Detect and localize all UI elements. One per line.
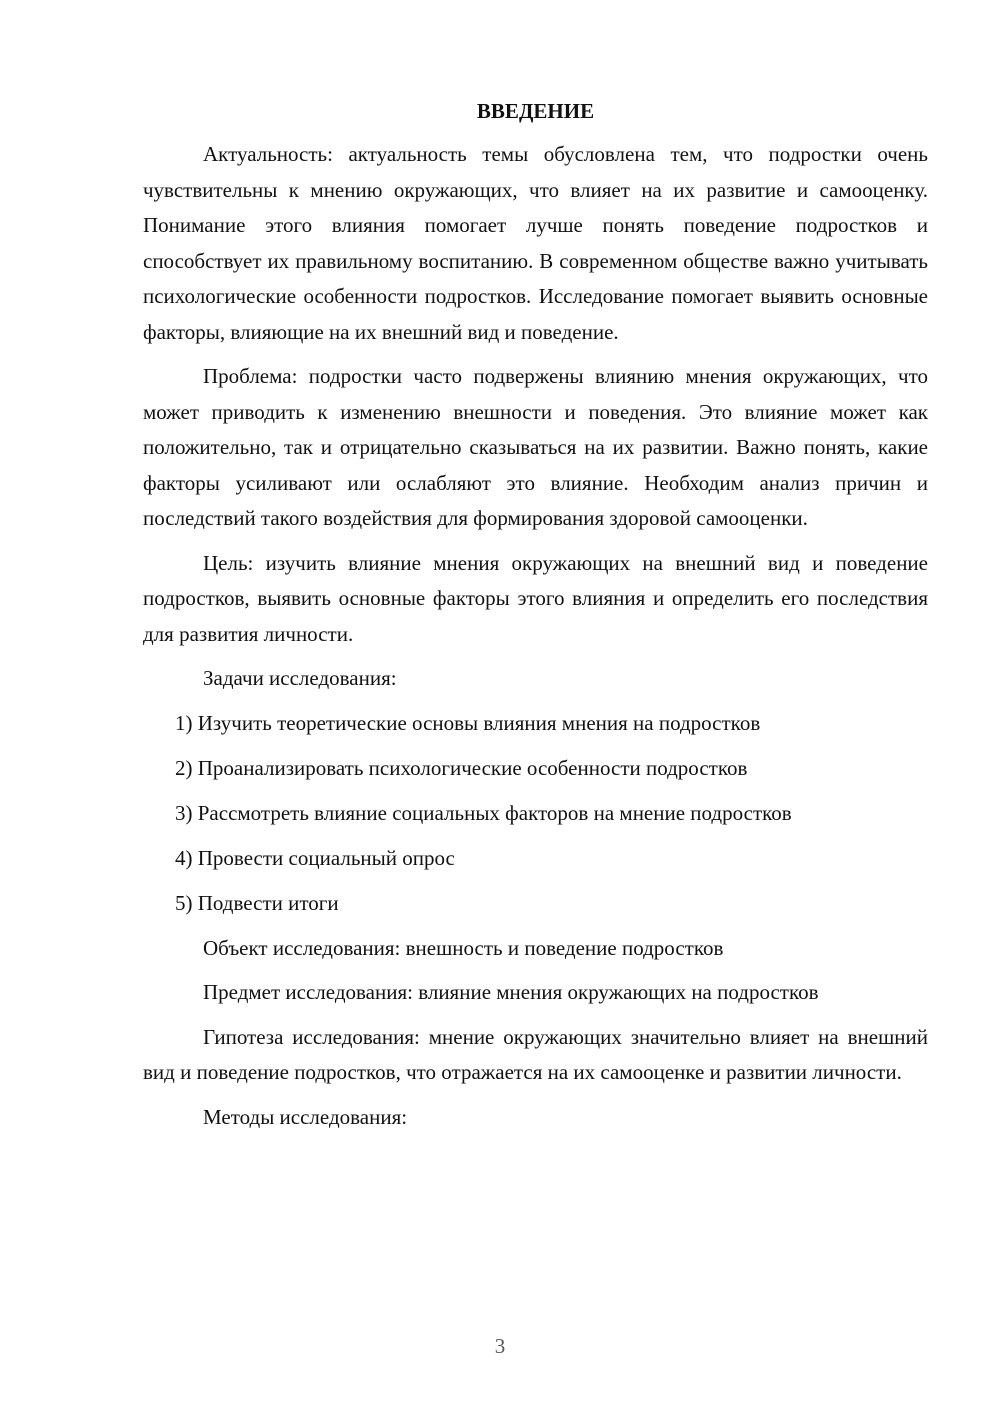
page-title: ВВЕДЕНИЕ: [476, 99, 595, 123]
list-item: 1) Изучить теоретические основы влияния мнения на подростков: [175, 710, 761, 735]
list-item: 3) Рассмотреть влияние социальных факторов на мнение подростков: [175, 800, 792, 825]
hypothesis-paragraph: Гипотеза исследования: мнение окружающих значительно влияет на внешний вид и поведение подростков, что отражается на их самооценке и развитии личности.: [143, 1024, 928, 1084]
list-item: 4) Провести социальный опрос: [175, 845, 455, 870]
subject-paragraph: Предмет исследования: влияние мнения окружающих на подростков: [203, 980, 819, 1004]
object-paragraph: Объект исследования: внешность и поведение подростков: [203, 935, 724, 960]
page-number: 3: [494, 1334, 506, 1358]
tasks-heading: Задачи исследования:: [203, 666, 397, 690]
relevance-paragraph: Актуальность: актуальность темы обусловлена тем, что подростки очень чувствительны к мнению окружающих, что влияет на их развитие и самооценку. Понимание этого влияния помогает лучше понять поведение подростков и способствует их правильному воспитанию. В современном обществе важно учитывать психологические особенности подростков. Исследование помогает выявить основные факторы, влияющие на их внешний вид и поведение.: [143, 142, 928, 344]
list-item: 5) Подвести итоги: [175, 890, 339, 915]
list-item: 2) Проанализировать психологические особенности подростков: [175, 755, 748, 780]
problem-paragraph: Проблема: подростки часто подвержены влиянию мнения окружающих, что может приводить к изменению внешности и поведения. Это влияние может как положительно, так и отрицательно сказываться на их развитии. Важно понять, какие факторы усиливают или ослабляют это влияние. Необходим анализ причин и последствий такого воздействия для формирования здоровой самооценки.: [143, 364, 928, 530]
goal-paragraph: Цель: изучить влияние мнения окружающих на внешний вид и поведение подростков, выявить основные факторы этого влияния и определить его последствия для развития личности.: [143, 550, 928, 646]
page-content: [143, 94, 928, 1144]
tasks-list: [143, 706, 928, 922]
methods-heading: Методы исследования:: [203, 1104, 408, 1129]
